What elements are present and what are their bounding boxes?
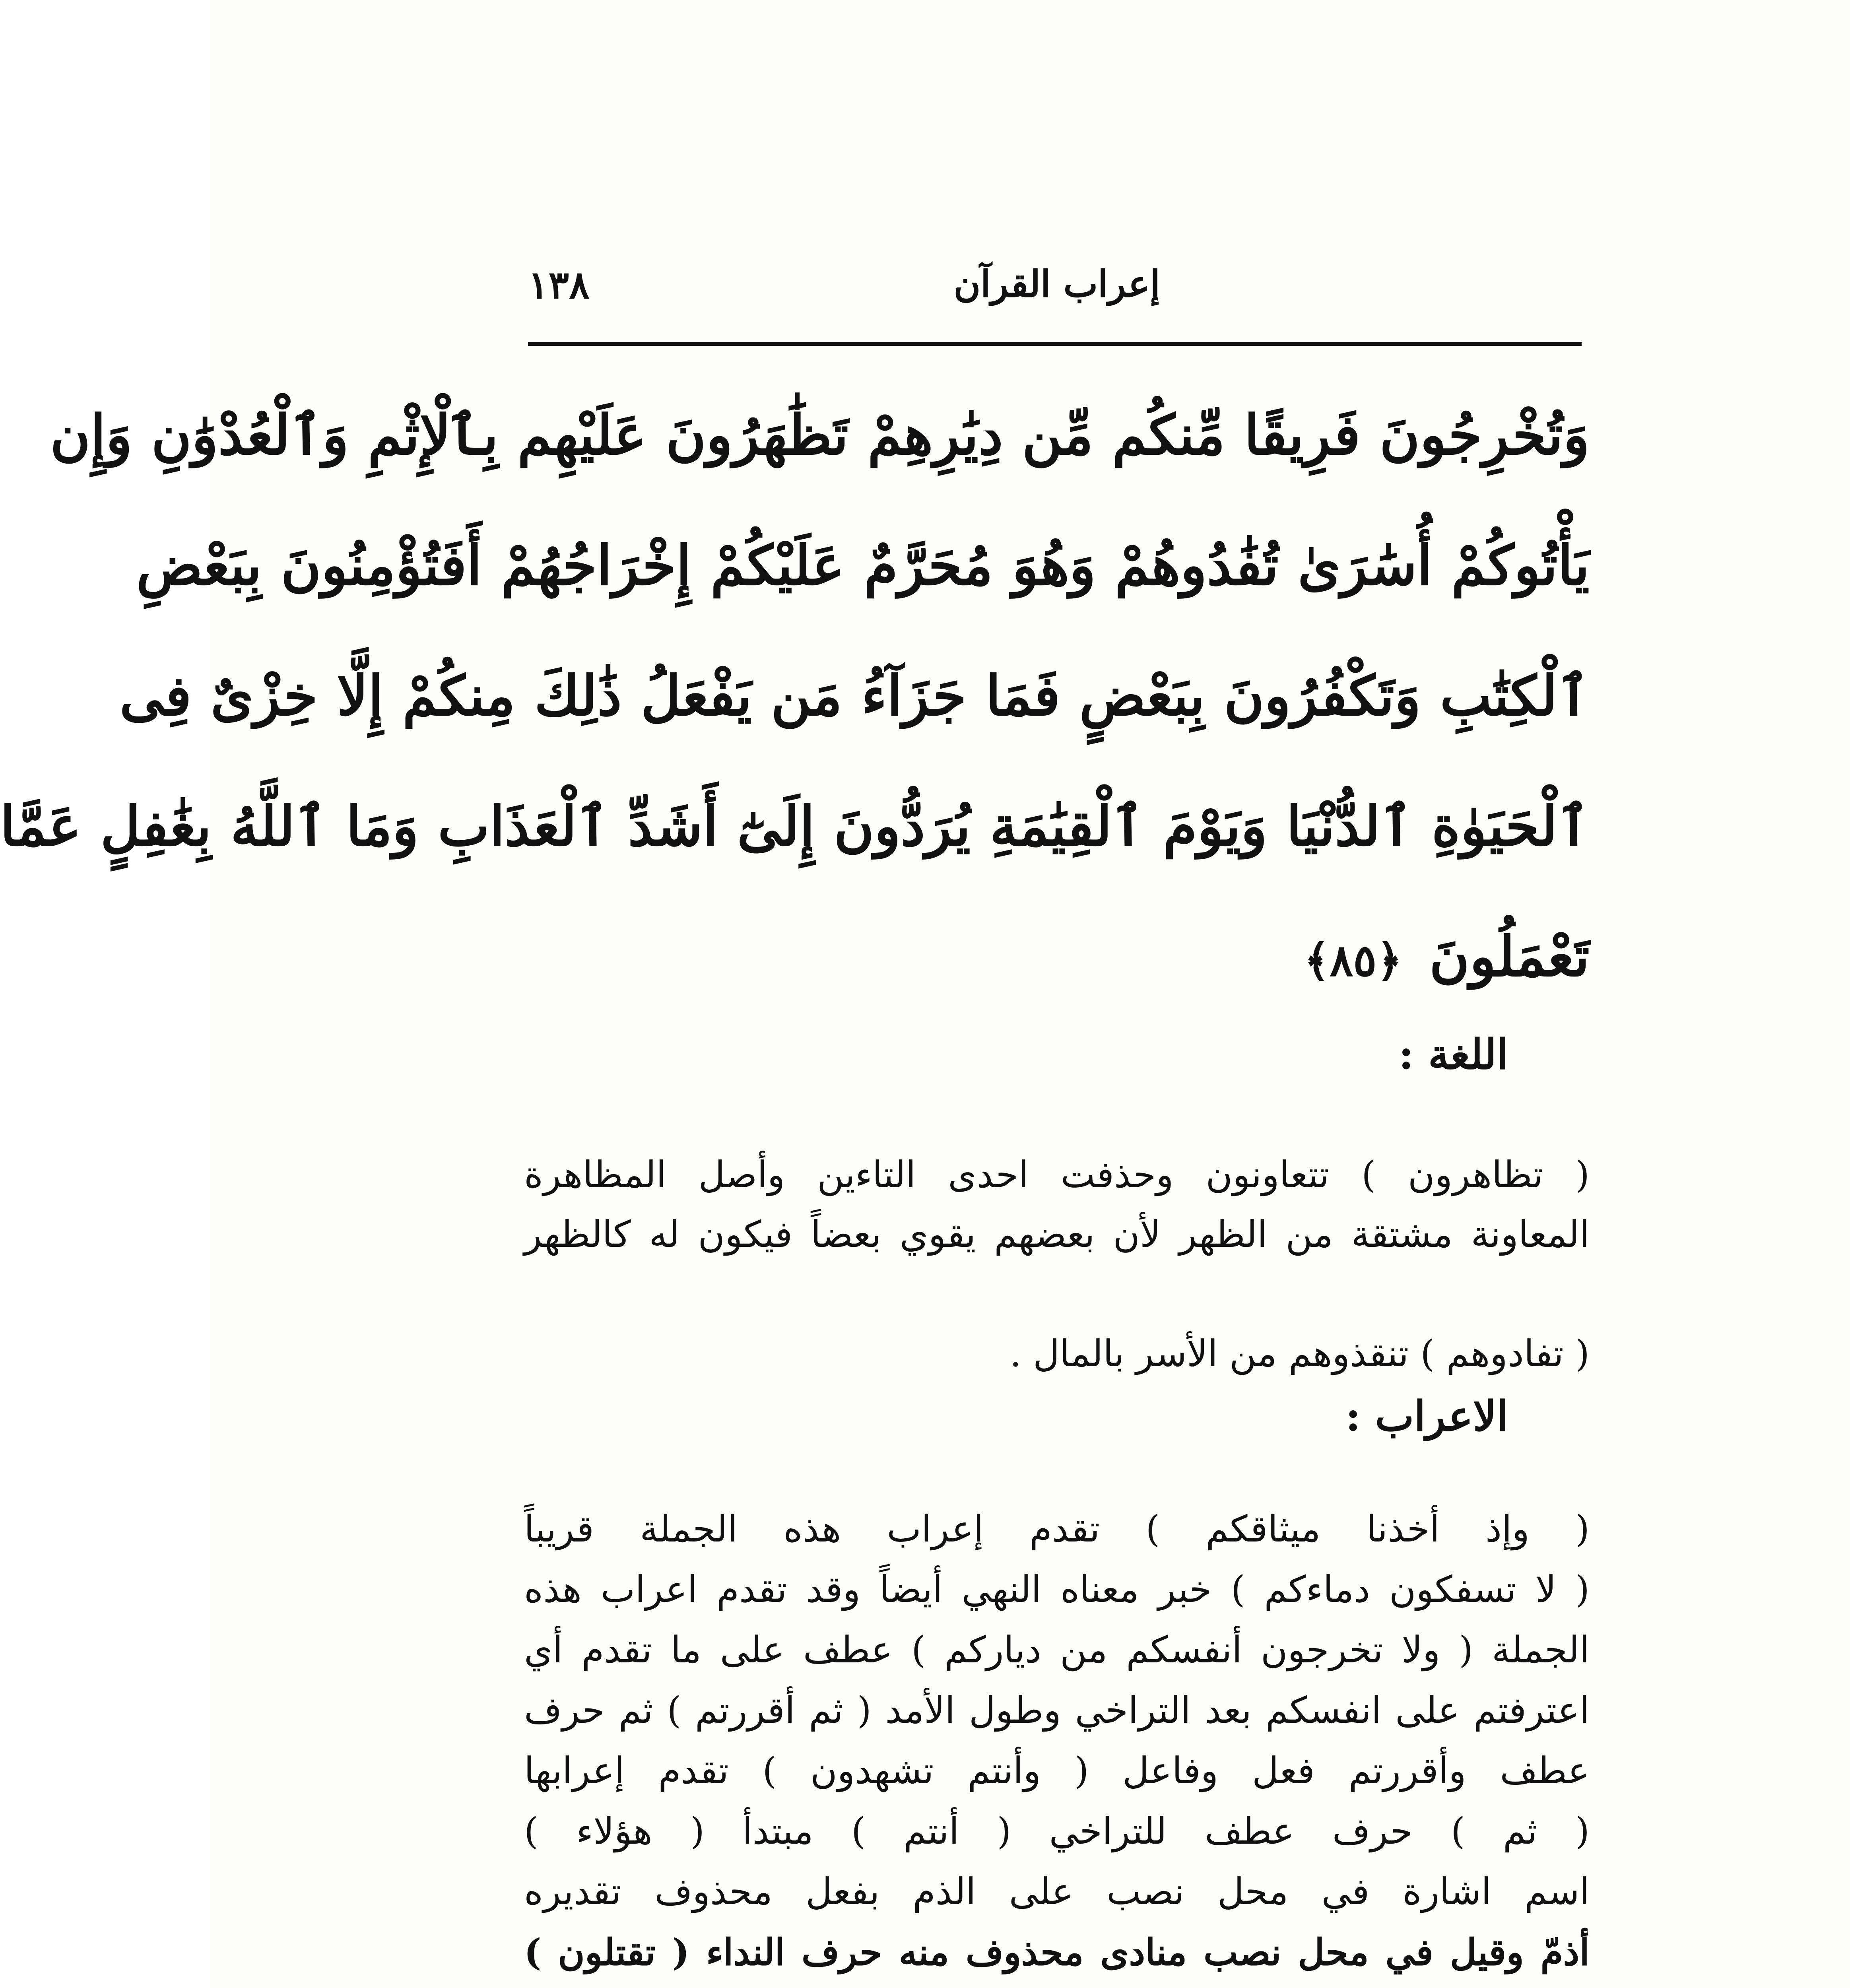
irab-line-1: ( وإذ أخذنا ميثاقكم ) تقدم إعراب هذه الجملة قريباً: [524, 1508, 1590, 1550]
verse-line-5: [524, 891, 1590, 1026]
verse-line-3: ٱلْكِتَٰبِ وَتَكْفُرُونَ بِبَعْضٍ فَمَا جَزَآءُ مَن يَفْعَلُ ذَٰلِكَ مِنكُمْ إِلَّا خِزْىٌ فِى: [119, 663, 1590, 728]
header-divider: [528, 342, 1582, 346]
irab-paragraph: [524, 1499, 1590, 1982]
quran-verse: [0, 370, 1590, 1026]
section-heading-irab: الاعراب :: [1345, 1392, 1508, 1441]
section-heading-lugha: اللغة :: [1398, 1030, 1508, 1079]
tafadu-paragraph: [524, 1324, 1590, 1384]
verse-line-1: وَتُخْرِجُونَ فَرِيقًا مِّنكُم مِّن دِيَٰرِهِمْ تَظَٰهَرُونَ عَلَيْهِم بِٱلْإِثْمِ وَٱلْعُدْوَٰنِ وَإِن: [50, 402, 1590, 467]
irab-line-7: اسم اشارة في محل نصب على الذم بفعل محذوف تقديره: [524, 1870, 1590, 1913]
verse-line-5-text: تَعْمَلُونَ: [1429, 924, 1590, 989]
irab-line-4: اعترفتم على انفسكم بعد التراخي وطول الأمد ( ثم أقررتم ) ثم حرف: [524, 1689, 1590, 1732]
running-title: إعراب القرآن: [953, 262, 1160, 305]
lugha-line-1: ( تظاهرون ) تتعاونون وحذفت احدى التاءين وأصل المظاهرة: [524, 1153, 1590, 1196]
irab-line-5: عطف وأقررتم فعل وفاعل ( وأنتم تشهدون ) تقدم إعرابها: [524, 1749, 1590, 1792]
page-number: ١٣٨: [528, 262, 590, 307]
ayah-number-marker: ﴿٨٥﴾: [1304, 935, 1402, 986]
page-header: [528, 254, 1590, 342]
irab-line-6: ( ثم ) حرف عطف للتراخي ( أنتم ) مبتدأ ( هؤلاء ): [524, 1810, 1590, 1852]
irab-line-2: ( لا تسفكون دماءكم ) خبر معناه النهي أيضاً وقد تقدم اعراب هذه: [524, 1568, 1590, 1611]
verse-line-2: يَأْتُوكُمْ أُسَٰرَىٰ تُفَٰدُوهُمْ وَهُوَ مُحَرَّمٌ عَلَيْكُمْ إِخْرَاجُهُمْ أَفَتُؤْمِنُونَ بِبَعْضِ: [136, 533, 1590, 598]
lugha-line-2: المعاونة مشتقة من الظهر لأن بعضهم يقوي بعضاً فيكون له كالظهر: [524, 1213, 1590, 1256]
irab-line-8: أذمّ وقيل في محل نصب منادى محذوف منه حرف النداء ( تقتلون ): [524, 1931, 1590, 1974]
tafadu-line: ( تفادوهم ) تنقذوهم من الأسر بالمال .: [1009, 1332, 1590, 1375]
verse-line-4: ٱلْحَيَوٰةِ ٱلدُّنْيَا وَيَوْمَ ٱلْقِيَٰمَةِ يُرَدُّونَ إِلَىٰٓ أَشَدِّ ٱلْعَذَابِ وَمَا ٱللَّهُ بِغَٰفِلٍ عَمَّا: [0, 794, 1590, 858]
lugha-paragraph: [524, 1145, 1590, 1264]
irab-line-3: الجملة ( ولا تخرجون أنفسكم من دياركم ) عطف على ما تقدم أي: [524, 1629, 1590, 1671]
